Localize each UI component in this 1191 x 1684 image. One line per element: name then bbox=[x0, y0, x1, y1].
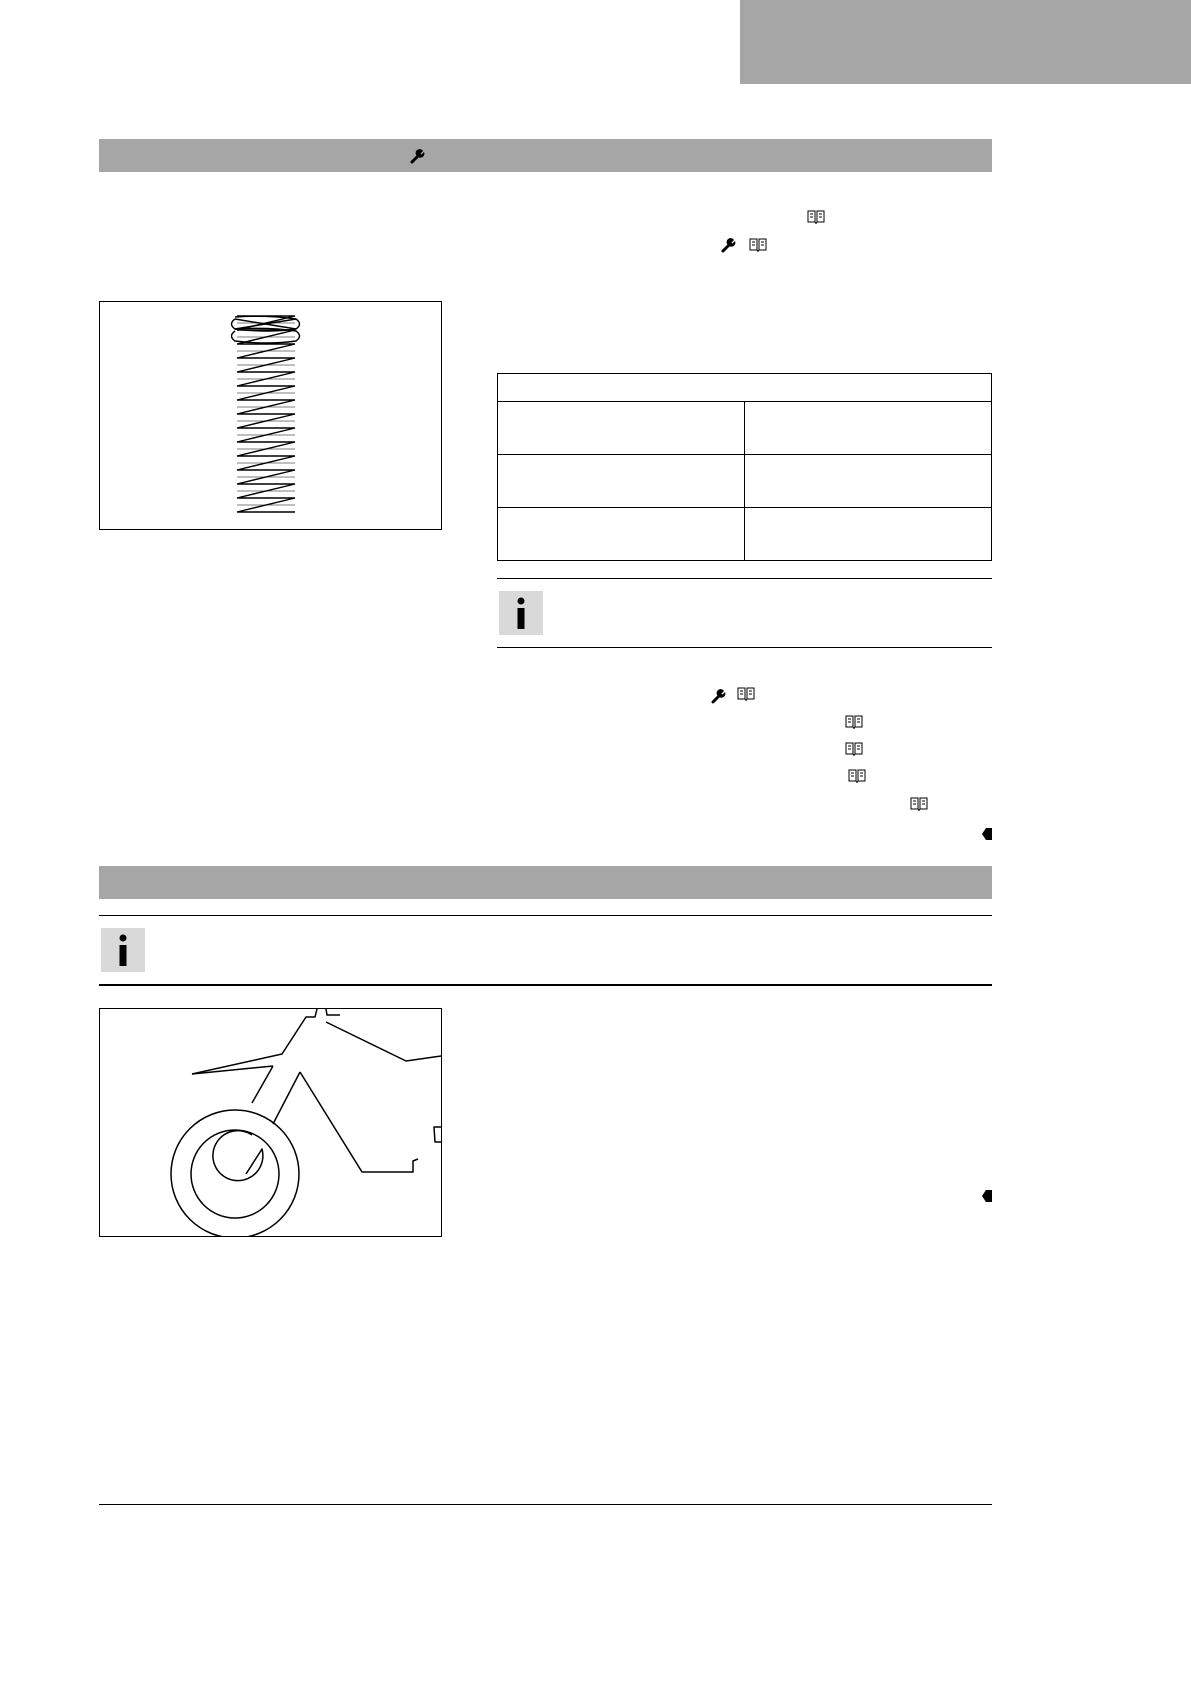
wrench-icon bbox=[711, 688, 727, 704]
info-note-text bbox=[160, 937, 980, 961]
section-header-bar bbox=[99, 866, 992, 899]
info-icon bbox=[101, 928, 145, 972]
table-row bbox=[498, 402, 992, 455]
spec-cell bbox=[498, 508, 745, 561]
end-marker-icon bbox=[982, 1190, 992, 1202]
spec-cell bbox=[745, 402, 992, 455]
table-row bbox=[498, 508, 992, 561]
manual-ref-icon[interactable] bbox=[848, 769, 866, 783]
spec-table-header bbox=[498, 374, 992, 402]
manual-ref-icon[interactable] bbox=[807, 210, 825, 224]
spec-cell bbox=[498, 402, 745, 455]
motorcycle-drawing bbox=[100, 1009, 441, 1236]
manual-ref-icon[interactable] bbox=[737, 687, 755, 701]
note-rule-bottom bbox=[99, 984, 992, 986]
chapter-tab bbox=[740, 0, 1191, 84]
step-line bbox=[497, 794, 897, 814]
end-marker-icon bbox=[982, 828, 992, 840]
info-icon bbox=[499, 591, 543, 635]
motorcycle-illustration bbox=[99, 1008, 442, 1237]
manual-ref-icon[interactable] bbox=[845, 715, 863, 729]
spec-cell bbox=[498, 455, 745, 508]
manual-ref-icon[interactable] bbox=[910, 797, 928, 811]
footer-rule bbox=[99, 1504, 992, 1505]
reference-line bbox=[497, 236, 717, 256]
spec-cell bbox=[745, 508, 992, 561]
table-row bbox=[498, 455, 992, 508]
note-rule-bottom bbox=[497, 647, 992, 648]
wrench-icon bbox=[410, 148, 426, 164]
spring-drawing bbox=[100, 302, 441, 529]
spec-cell bbox=[745, 455, 992, 508]
note-rule-top bbox=[99, 915, 992, 916]
step-line bbox=[497, 712, 837, 732]
step-line bbox=[497, 766, 837, 786]
reference-line bbox=[497, 207, 837, 227]
wrench-icon bbox=[721, 237, 737, 253]
body-text bbox=[497, 1010, 987, 1190]
spring-illustration bbox=[99, 301, 442, 530]
section-header-bar bbox=[99, 139, 992, 172]
step-line bbox=[497, 685, 707, 705]
manual-ref-icon[interactable] bbox=[749, 238, 767, 252]
manual-ref-icon[interactable] bbox=[845, 742, 863, 756]
footer-text bbox=[99, 1512, 992, 1532]
spec-table bbox=[497, 373, 992, 561]
note-rule-top bbox=[497, 578, 992, 579]
info-note-text bbox=[555, 600, 985, 624]
step-line bbox=[497, 739, 837, 759]
